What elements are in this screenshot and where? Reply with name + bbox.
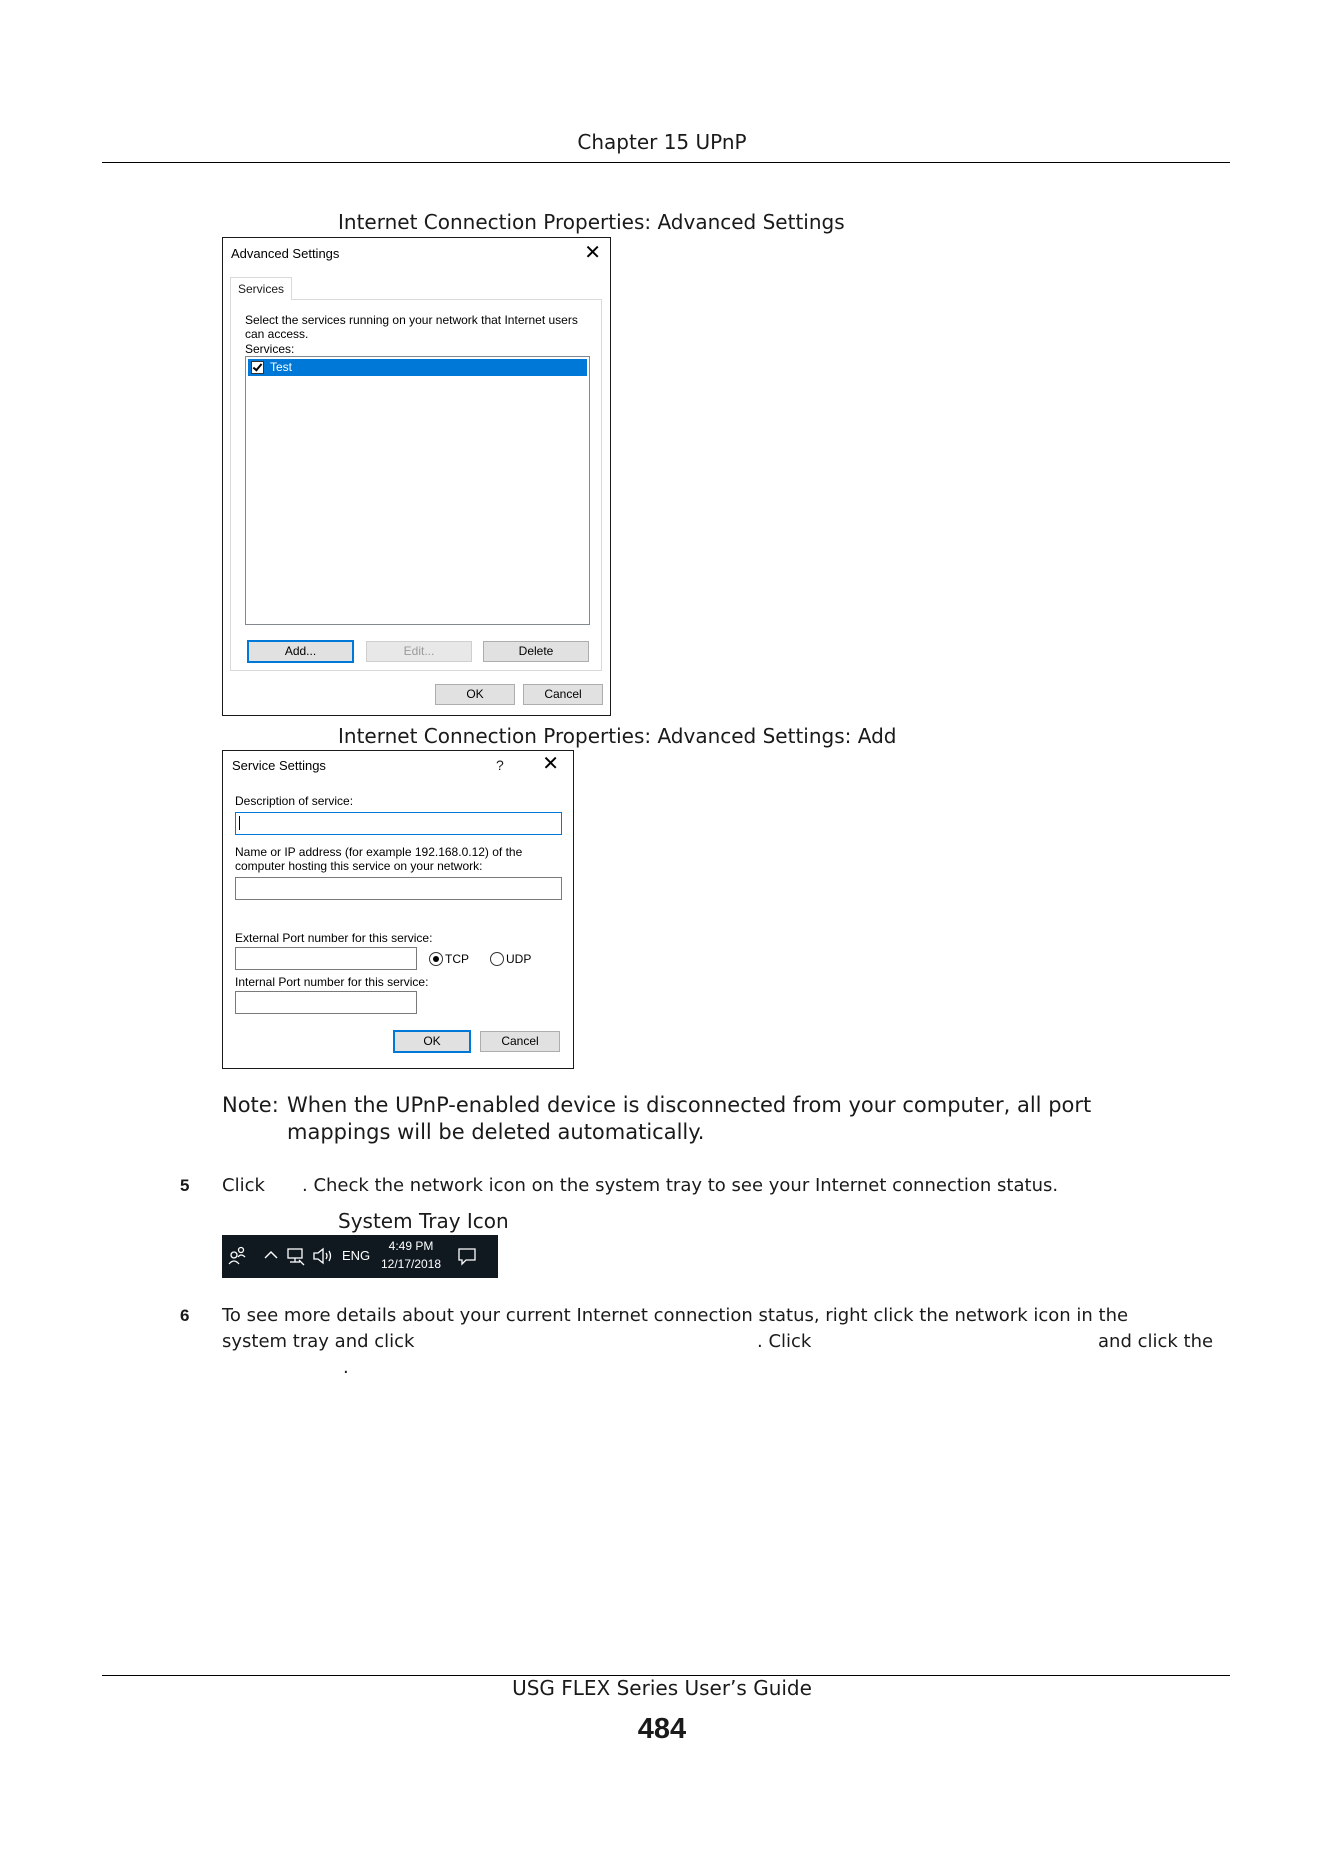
list-item[interactable] xyxy=(248,359,587,376)
step-6-line-3: . xyxy=(343,1357,349,1378)
help-icon[interactable]: ? xyxy=(496,757,504,773)
step-6-number: 6 xyxy=(180,1306,190,1325)
guide-title: USG FLEX Series User’s Guide xyxy=(512,1676,812,1700)
services-tab-panel xyxy=(230,299,602,671)
tab-services[interactable]: Services xyxy=(230,277,292,300)
internal-port-label: Internal Port number for this service: xyxy=(235,975,429,989)
note-prefix: Note: xyxy=(222,1093,279,1117)
service-label: Test xyxy=(270,360,293,374)
checkbox-checked-icon[interactable] xyxy=(251,361,264,374)
note-text: When the UPnP-enabled device is disconnected from your computer, all port mappings will be deleted automatically. xyxy=(287,1093,1092,1144)
advanced-settings-window xyxy=(222,237,611,716)
services-label: Services: xyxy=(245,342,295,356)
ok-button[interactable]: OK xyxy=(393,1030,471,1053)
udp-radio[interactable] xyxy=(490,952,504,966)
tcp-radio[interactable] xyxy=(429,952,443,966)
page-number: 484 xyxy=(637,1713,687,1745)
service-settings-window xyxy=(222,750,574,1069)
figure-2-caption: Internet Connection Properties: Advanced Settings: Add xyxy=(338,724,897,748)
add-button[interactable]: Add... xyxy=(247,640,354,663)
host-input[interactable] xyxy=(235,877,562,900)
clock-time[interactable]: 4:49 PM xyxy=(388,1239,434,1253)
window-title: Service Settings xyxy=(232,758,326,773)
description-label: Description of service: xyxy=(235,794,354,808)
tcp-label: TCP xyxy=(445,952,469,966)
clock-date[interactable]: 12/17/2018 xyxy=(380,1257,442,1271)
step-5-number: 5 xyxy=(180,1176,190,1195)
window-title: Advanced Settings xyxy=(231,246,340,261)
step-5-text: . Check the network icon on the system tray to see your Internet connection status. xyxy=(302,1175,1059,1196)
step-6-line-2c: and click the xyxy=(1098,1331,1214,1352)
services-list[interactable] xyxy=(245,356,590,625)
description-input[interactable] xyxy=(235,812,562,835)
step-6-line-2a: system tray and click xyxy=(222,1331,415,1352)
system-tray xyxy=(222,1235,498,1278)
close-icon[interactable]: ✕ xyxy=(584,242,601,264)
notification-icon[interactable] xyxy=(457,1246,477,1266)
cancel-button[interactable]: Cancel xyxy=(480,1031,560,1052)
internal-port-input[interactable] xyxy=(235,991,417,1014)
services-instruction: Select the services running on your network that Internet users can access. xyxy=(245,313,578,341)
text-caret xyxy=(239,816,240,830)
step-5-click: Click xyxy=(222,1175,265,1196)
cancel-button[interactable]: Cancel xyxy=(523,684,603,705)
people-icon[interactable] xyxy=(228,1245,248,1265)
header-rule xyxy=(102,162,1230,163)
edit-button[interactable]: Edit... xyxy=(366,641,472,662)
delete-button[interactable]: Delete xyxy=(483,641,589,662)
close-icon[interactable]: ✕ xyxy=(542,753,559,775)
figure-1-caption: Internet Connection Properties: Advanced Settings xyxy=(338,210,845,234)
chevron-up-icon[interactable] xyxy=(264,1250,278,1260)
udp-label: UDP xyxy=(506,952,532,966)
ok-button[interactable]: OK xyxy=(435,684,515,705)
figure-3-caption: System Tray Icon xyxy=(338,1209,509,1233)
external-port-input[interactable] xyxy=(235,947,417,970)
step-6-line-2b: . Click xyxy=(757,1331,812,1352)
volume-icon[interactable] xyxy=(312,1246,334,1266)
host-label: Name or IP address (for example 192.168.0.12) of the computer hosting this service on your network: xyxy=(235,845,523,873)
external-port-label: External Port number for this service: xyxy=(235,931,433,945)
chapter-header: Chapter 15 UPnP xyxy=(577,130,747,154)
language-indicator[interactable]: ENG xyxy=(342,1248,371,1263)
step-6-line-1: To see more details about your current Internet connection status, right click the network icon in the xyxy=(222,1305,1129,1326)
network-icon[interactable] xyxy=(286,1246,306,1266)
